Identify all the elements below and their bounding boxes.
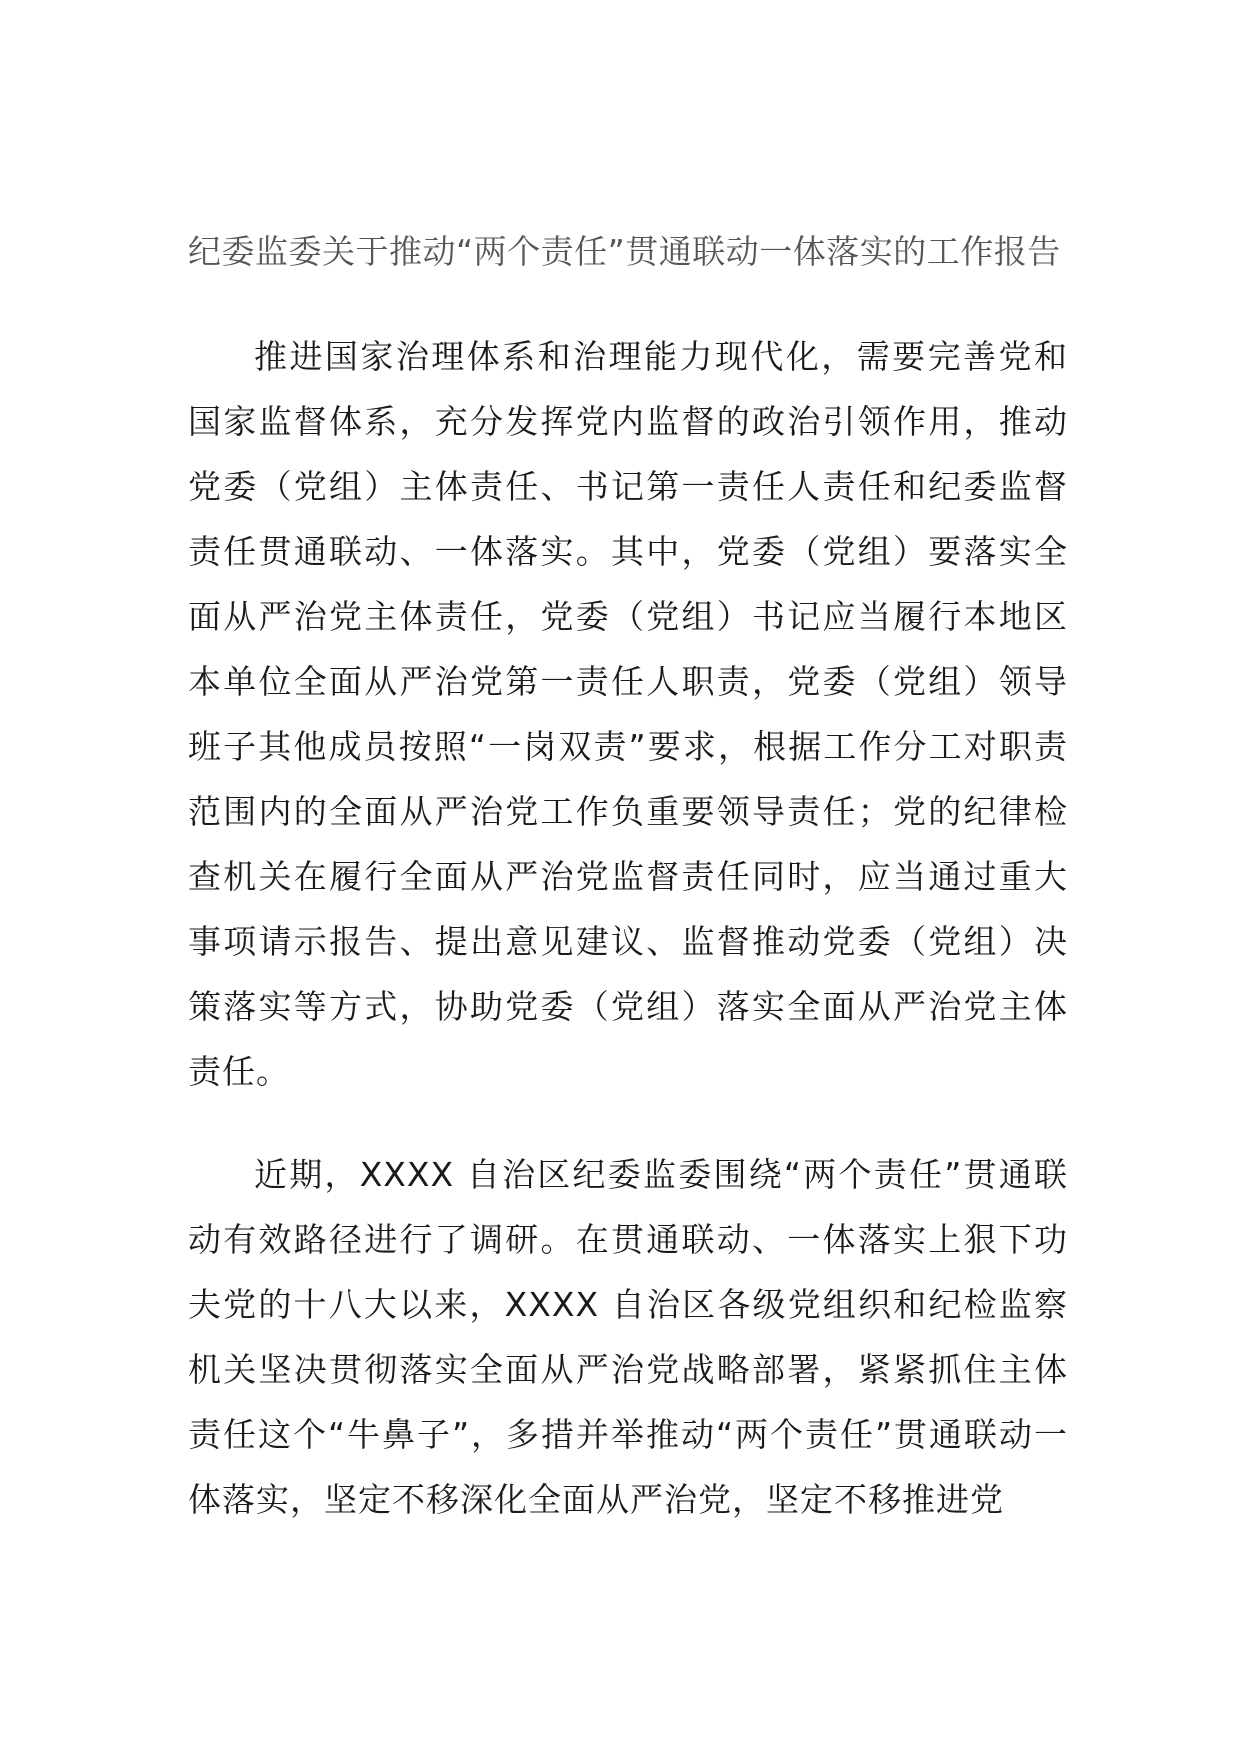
document-body: [188, 324, 1068, 1532]
document-title: 纪委监委关于推动“两个责任”贯通联动一体落实的工作报告: [188, 232, 1061, 271]
body-paragraph: 近期，XXXX 自治区纪委监委围绕“两个责任”贯通联动有效路径进行了调研。在贯通联动、一体落实上狠下功夫党的十八大以来，XXXX 自治区各级党组织和纪检监察机关坚决贯彻落实全面从严治党战略部署，紧紧抓住主体责任这个“牛鼻子”，多措并举推动“两个责任”贯通联动一体落实，坚定不移深化全面从严治党，坚定不移推进党: [188, 1155, 1068, 1519]
document-page: [188, 220, 1068, 1570]
body-paragraph: 推进国家治理体系和治理能力现代化，需要完善党和国家监督体系，充分发挥党内监督的政治引领作用，推动党委（党组）主体责任、书记第一责任人责任和纪委监督责任贯通联动、一体落实。其中，党委（党组）要落实全面从严治党主体责任，党委（党组）书记应当履行本地区本单位全面从严治党第一责任人职责，党委（党组）领导班子其他成员按照“一岗双责”要求，根据工作分工对职责范围内的全面从严治党工作负重要领导责任；党的纪律检查机关在履行全面从严治党监督责任同时，应当通过重大事项请示报告、提出意见建议、监督推动党委（党组）决策落实等方式，协助党委（党组）落实全面从严治党主体责任。: [188, 337, 1068, 1091]
